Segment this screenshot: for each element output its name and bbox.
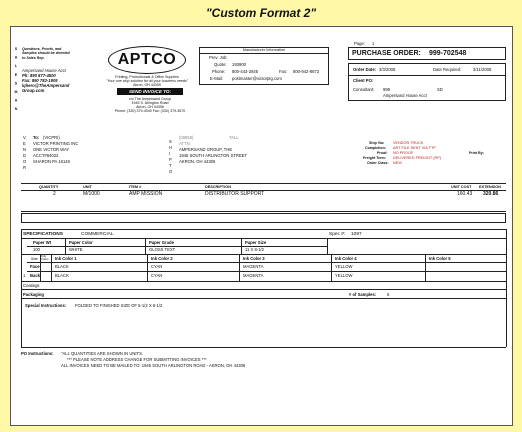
item-qty: 2 <box>53 191 56 197</box>
ink-side-label: Side <box>31 257 38 261</box>
specs-type: COMMERCIAL <box>81 232 114 237</box>
quote-value: 193900 <box>232 62 246 67</box>
special-instructions-label: Special Instructions: <box>25 303 67 308</box>
rep-email[interactable]: lqhero@TheAmpersandGroup.com <box>22 83 70 93</box>
salesman-side-label: S A L E S M A N <box>14 47 18 112</box>
completion-value: ART FILE SENT VIA FTP <box>393 146 436 150</box>
ink-color-4-header: Ink Color 4 <box>335 256 357 261</box>
proof-label: Proof: <box>377 151 388 155</box>
table-row <box>21 190 506 208</box>
col-extension: EXTENSION <box>479 185 501 189</box>
item-extension: 320.86 <box>483 191 499 197</box>
ink-back-number: 1 <box>23 273 26 278</box>
prev-job-label: Prev. Job: <box>209 55 228 60</box>
mfr-email-label: E-Mail: <box>210 76 224 81</box>
send-invoice-label: SEND INVOICE TO: <box>117 88 183 95</box>
page-label: Page: <box>354 41 365 46</box>
mfr-fax-value: 800-942-8673 <box>293 69 320 74</box>
ink-color-5-header: Ink Color 5 <box>429 256 451 261</box>
consultant-name: Ampersand House Acct <box>383 93 427 98</box>
ink-color-3-header: Ink Color 3 <box>243 256 265 261</box>
po-number: 999-702548 <box>429 50 467 57</box>
manufacturer-header: Manufacturer Information <box>242 48 286 52</box>
vendor-address: ONE VICTOR WAY <box>33 147 70 152</box>
paper-size-label: Paper Size <box>245 240 267 245</box>
item-unit: M/1000 <box>83 191 100 197</box>
specs-label: SPECIFICATIONS <box>23 232 63 237</box>
ink-color-2-header: Ink Color 2 <box>151 256 173 261</box>
samples-label: # of Samples: <box>349 292 377 297</box>
vendor-city: SHARON PA 16146 <box>33 159 70 164</box>
vendor-account: ACCT#84022 <box>33 153 59 158</box>
quote-label: Quote: <box>214 62 227 67</box>
shipto-side-letters: S H I P T O <box>169 139 173 174</box>
item-unit-cost: 160.43 <box>457 191 473 197</box>
po-instruction-2: *** PLEASE NOTE ADDRESS CHANGE FOR SUBMITTING INVOICES *** <box>67 357 207 362</box>
ship-name: AMPERSAND GROUP, THE <box>179 147 233 152</box>
paper-size: 11 X 8-1/2 <box>245 247 265 252</box>
mfr-fax-label: Fax: <box>279 69 288 74</box>
po-instruction-3: ALL INVOICES NEED TO BE MAILED TO: 1945 SOUTH ARLINGTON ROAD - AKRON, OH 44306 <box>61 363 246 368</box>
ink-face-label: Face <box>30 264 40 269</box>
client-po-label: Client PO: <box>353 78 374 83</box>
item-description: DISTRIBUTOR SUPPORT <box>205 191 265 197</box>
order-date: 3/3/2008 <box>379 67 396 72</box>
aptco-logo: APTCO <box>108 46 186 74</box>
consultant-label: Consultant: <box>353 87 375 92</box>
purchase-order-sheet <box>10 26 513 426</box>
ship-city: AKRON, OH 44306 <box>179 159 216 164</box>
questions-note: Questions, Proofs, and Samples should be directed to Sales Rep. <box>22 47 70 60</box>
paper-wt-label: Paper Wt <box>33 240 52 245</box>
ink-face-2: CYAN <box>151 264 163 269</box>
col-item: ITEM # <box>129 185 142 189</box>
invoice-to-line3: Akron, OH 44306 <box>136 105 164 109</box>
ship-code: (06850) <box>179 135 194 140</box>
freight-label: Freight Term: <box>363 156 386 160</box>
spec-number: 1097 <box>351 232 362 237</box>
ink-face-3: MAGENTA <box>243 264 264 269</box>
invoice-to-line1: c/o The Ampersand Group <box>128 97 172 101</box>
item-number: AMP MISSION <box>129 191 163 197</box>
ship-address: 1945 SOUTH ARLINGTON STREET <box>179 153 248 158</box>
ship-attn: ATTN: <box>179 141 191 146</box>
logo-addr-city: Akron, OH 44309 <box>133 83 161 87</box>
packaging-label: Packaging <box>23 292 44 297</box>
special-instructions: FOLDED TO FINISHED SIZE OF 5-1/2 X 8-1/2 <box>75 303 163 308</box>
order-class-label: Order Class: <box>367 161 389 165</box>
paper-grade-label: Paper Grade <box>149 240 174 245</box>
paper-color: WHITE <box>69 247 83 252</box>
invoice-to-line2: 1945 S. Arlington Road <box>131 101 169 105</box>
samples-value: 5 <box>387 292 390 297</box>
consultant-code: 999 <box>383 87 390 92</box>
logo-tagline-2: "Your one stop solution for all your business needs" <box>106 79 188 83</box>
po-instruction-1: "ALL QUANTITIES ARE SHOWN IN UNITS. <box>61 351 144 356</box>
ink-color-1-header: Ink Color 1 <box>55 256 77 261</box>
vendor-code: (VICPRI) <box>43 135 60 140</box>
ship-tail: TALL <box>229 135 239 140</box>
print-by-label: Print By: <box>469 151 484 155</box>
page-title: "Custom Format 2" <box>205 6 317 20</box>
po-label: PURCHASE ORDER: <box>352 50 421 57</box>
invoice-to-line4: Phone: (330) 379-4040 Fax: (330) 379-3670 <box>114 109 186 113</box>
ink-face-1: BLACK <box>55 264 69 269</box>
po-instructions-label: PO Instructions: <box>21 351 54 356</box>
rep-fax: Fax: 890 782-1905 <box>22 78 58 83</box>
ship-via-value: VENDOR TRUCK <box>393 141 424 145</box>
col-description: DESCRIPTION <box>205 185 231 189</box>
ink-back-label: Back <box>30 273 41 278</box>
spec-number-label: Spec #: <box>329 232 346 237</box>
freight-value: DELIVERED FREIGHT (RP) <box>393 156 442 160</box>
ink-back-2: CYAN <box>151 273 163 278</box>
logo-tagline-1: Printing, Promotionals & Office Supplies <box>115 75 179 79</box>
mfr-phone-label: Phone: <box>212 69 226 74</box>
ink-colors-label: Only Colors <box>41 255 49 261</box>
consultant-sd: SD <box>437 87 443 92</box>
date-required-label: Date Required: <box>433 67 462 72</box>
vendor-name: VICTOR PRINTING INC <box>33 141 79 146</box>
proof-value: NO PROOF <box>393 151 414 155</box>
order-class-value: NEW <box>393 161 402 165</box>
ink-back-4: YELLOW <box>335 273 353 278</box>
ink-back-1: BLACK <box>55 273 69 278</box>
page-number: 1 <box>372 41 375 46</box>
order-date-label: Order Date: <box>353 67 377 72</box>
completion-label: Completion: <box>365 146 386 150</box>
rep-name: Ampersand House Acct <box>22 68 66 73</box>
date-required: 3/11/2008 <box>473 67 492 72</box>
ship-via-label: Ship Via: <box>369 141 385 145</box>
paper-grade: GLOSS TEXT <box>149 247 176 252</box>
col-quantity: QUANTITY <box>39 185 59 189</box>
rep-phone: Ph: 890 877-4500 <box>22 73 56 78</box>
paper-color-label: Paper Color <box>69 240 93 245</box>
vendor-to-label: To: <box>33 135 40 140</box>
mfr-email-value[interactable]: postmaster@victorptg.com <box>232 76 282 81</box>
coatings-label: Coatings <box>23 283 40 288</box>
mfr-phone-value: 800-443-2845 <box>232 69 259 74</box>
col-unit: UNIT <box>83 185 92 189</box>
col-unit-cost: UNIT COST <box>451 185 472 189</box>
item-total-bar <box>21 213 506 223</box>
paper-wt: 100 <box>33 247 40 252</box>
ink-back-3: MAGENTA <box>243 273 264 278</box>
ink-face-4: YELLOW <box>335 264 353 269</box>
vendor-side-letters: V E N D O R <box>23 135 27 170</box>
